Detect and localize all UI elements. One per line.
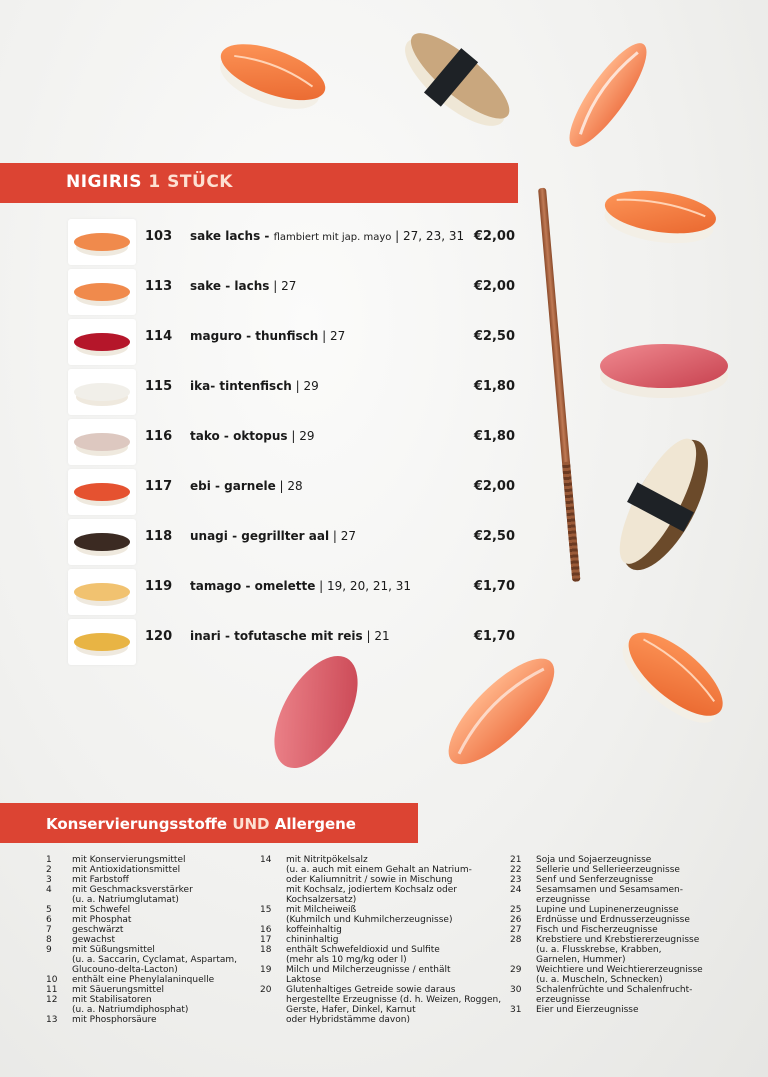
legend-entry xyxy=(46,895,256,905)
legend-key: 20 xyxy=(260,985,272,995)
legend-text: Gerste, Hafer, Dinkel, Karnut xyxy=(286,1005,416,1015)
legend-entry xyxy=(260,995,505,1005)
item-price: €2,00 xyxy=(473,479,515,494)
legend-entry xyxy=(260,945,505,955)
legend-text: gewachst xyxy=(72,935,115,945)
legend-text: Senf und Senferzeugnisse xyxy=(536,875,654,885)
legend-text: Sellerie und Sellerieerzeugnisse xyxy=(536,865,680,875)
legend-entry xyxy=(46,905,256,915)
item-note: flambiert mit jap. mayo xyxy=(273,232,392,243)
item-allergens: | 29 xyxy=(287,429,315,443)
legend-text: Krebstiere und Krebstiererzeugnisse xyxy=(536,935,700,945)
legend-entry xyxy=(260,955,505,965)
legend-key: 30 xyxy=(510,985,522,995)
legend-entry xyxy=(46,985,256,995)
legend-entry xyxy=(260,925,505,935)
legend-text: mit Phosphorsäure xyxy=(72,1015,157,1025)
legend-entry xyxy=(46,1005,256,1015)
menu-item xyxy=(0,569,520,619)
menu-item xyxy=(0,469,520,519)
legend-text: (u. a. Natriumdiphosphat) xyxy=(72,1005,189,1015)
legend-entry xyxy=(46,965,256,975)
item-name xyxy=(190,329,345,343)
sushi-thumbnail-image xyxy=(68,369,136,415)
legend-entry xyxy=(510,975,720,985)
sushi-thumbnail-image xyxy=(68,269,136,315)
legend-text: hergestellte Erzeugnisse (d. h. Weizen, Roggen, xyxy=(286,995,502,1005)
legend-column-2 xyxy=(260,855,505,1025)
legend-key: 1 xyxy=(46,855,52,865)
item-number: 117 xyxy=(145,479,173,494)
legend-entry xyxy=(46,855,256,865)
legend-key: 22 xyxy=(510,865,522,875)
legend-entry xyxy=(510,955,720,965)
legend-text: mit Stabilisatoren xyxy=(72,995,152,1005)
legend-text: Soja und Sojaerzeugnisse xyxy=(536,855,652,865)
section-title: NIGIRIS xyxy=(66,172,142,192)
legend-entry xyxy=(46,995,256,1005)
legend-text: mit Nitritpökelsalz xyxy=(286,855,368,865)
legend-entry xyxy=(46,975,256,985)
legend-text: chininhaltig xyxy=(286,935,339,945)
menu-item xyxy=(0,319,520,369)
legend-text: Sesamsamen und Sesamsamen- xyxy=(536,885,683,895)
legend-text: Kochsalzersatz) xyxy=(286,895,357,905)
legend-key: 23 xyxy=(510,875,522,885)
item-name xyxy=(190,529,356,543)
section-subtitle: 1 STÜCK xyxy=(148,172,233,192)
legend-key: 4 xyxy=(46,885,52,895)
item-title: inari - tofutasche mit reis xyxy=(190,629,363,643)
legend-text: Laktose xyxy=(286,975,322,985)
item-title: tako - oktopus xyxy=(190,429,288,443)
legend-entry xyxy=(46,885,256,895)
legend-text: Glutenhaltiges Getreide sowie daraus xyxy=(286,985,456,995)
legend-text: (u. a. Flusskrebse, Krabben, xyxy=(536,945,662,955)
legend-entry xyxy=(510,905,720,915)
item-price: €1,80 xyxy=(473,429,515,444)
item-title: maguro - thunfisch xyxy=(190,329,319,343)
legend-text: Erdnüsse und Erdnusserzeugnisse xyxy=(536,915,690,925)
legend-title-c: Allergene xyxy=(274,815,356,833)
legend-key: 16 xyxy=(260,925,272,935)
unagi-nigiri-image xyxy=(600,425,725,583)
salmon-nigiri-image xyxy=(601,184,719,249)
legend-key: 6 xyxy=(46,915,52,925)
item-name xyxy=(190,629,390,643)
legend-entry xyxy=(46,935,256,945)
legend-text: mit Antioxidationsmittel xyxy=(72,865,181,875)
legend-text: geschwärzt xyxy=(72,925,124,935)
legend-entry xyxy=(260,1015,505,1025)
item-allergens: | 27 xyxy=(269,279,297,293)
legend-text: mit Schwefel xyxy=(72,905,131,915)
menu-item xyxy=(0,619,520,669)
item-title: ebi - garnele xyxy=(190,479,276,493)
legend-text: Schalenfrüchte und Schalenfrucht- xyxy=(536,985,693,995)
item-title: ika- tintenfisch xyxy=(190,379,292,393)
legend-entry xyxy=(260,905,505,915)
legend-key: 31 xyxy=(510,1005,522,1015)
item-number: 113 xyxy=(145,279,173,294)
legend-entry xyxy=(510,895,720,905)
item-price: €2,50 xyxy=(473,329,515,344)
legend-entry xyxy=(260,895,505,905)
legend-key: 13 xyxy=(46,1015,58,1025)
legend-entry xyxy=(46,875,256,885)
sushi-thumbnail-image xyxy=(68,419,136,465)
legend-text: Garnelen, Hummer) xyxy=(536,955,626,965)
legend-text: mit Phosphat xyxy=(72,915,132,925)
item-number: 120 xyxy=(145,629,173,644)
legend-title-b: UND xyxy=(232,815,270,833)
legend-key: 18 xyxy=(260,945,272,955)
item-title: sake - lachs xyxy=(190,279,270,293)
legend-text: Glucouno-delta-Lacton) xyxy=(72,965,178,975)
legend-title-a: Konservierungsstoffe xyxy=(46,815,228,833)
legend-entry xyxy=(260,975,505,985)
legend-entry xyxy=(46,945,256,955)
legend-text: erzeugnisse xyxy=(536,995,591,1005)
legend-entry xyxy=(510,985,720,995)
legend-key: 3 xyxy=(46,875,52,885)
sushi-thumbnail-image xyxy=(68,319,136,365)
legend-entry xyxy=(260,915,505,925)
sushi-thumbnail-image xyxy=(68,619,136,665)
legend-column-1 xyxy=(46,855,256,1025)
legend-text: (u. a. Saccarin, Cyclamat, Aspartam, xyxy=(72,955,237,965)
legend-key: 14 xyxy=(260,855,272,865)
item-title: sake lachs - xyxy=(190,229,274,243)
item-name xyxy=(190,229,464,243)
item-name xyxy=(190,579,411,593)
legend-entry xyxy=(46,955,256,965)
legend-text: Eier und Eierzeugnisse xyxy=(536,1005,639,1015)
item-name xyxy=(190,479,303,493)
legend-key: 25 xyxy=(510,905,522,915)
legend-entry xyxy=(260,1005,505,1015)
legend-key: 27 xyxy=(510,925,522,935)
legend-text: mit Konservierungsmittel xyxy=(72,855,186,865)
menu-item xyxy=(0,369,520,419)
item-number: 103 xyxy=(145,229,173,244)
legend-text: mit Kochsalz, jodiertem Kochsalz oder xyxy=(286,885,457,895)
sushi-thumbnail-image xyxy=(68,219,136,265)
item-allergens: | 27, 23, 31 xyxy=(391,229,465,243)
legend-entry xyxy=(260,935,505,945)
legend-key: 17 xyxy=(260,935,272,945)
legend-text: mit Milcheiweiß xyxy=(286,905,357,915)
legend-key: 12 xyxy=(46,995,58,1005)
legend-text: Lupine und Lupinenerzeugnisse xyxy=(536,905,679,915)
legend-entry xyxy=(260,865,505,875)
legend-entry xyxy=(46,865,256,875)
legend-column-3 xyxy=(510,855,720,1015)
item-price: €2,00 xyxy=(473,279,515,294)
item-price: €2,00 xyxy=(473,229,515,244)
legend-entry xyxy=(510,855,720,865)
sushi-thumbnail-image xyxy=(68,469,136,515)
legend-entry xyxy=(510,965,720,975)
legend-text: oder Hybridstämme davon) xyxy=(286,1015,410,1025)
item-allergens: | 27 xyxy=(329,529,357,543)
legend-key: 29 xyxy=(510,965,522,975)
salmon-nigiri-image xyxy=(611,619,736,736)
unagi-nigiri-image xyxy=(390,19,522,143)
legend-key: 2 xyxy=(46,865,52,875)
legend-entry xyxy=(46,1015,256,1025)
item-title: unagi - gegrillter aal xyxy=(190,529,330,543)
legend-text: mit Süßungsmittel xyxy=(72,945,155,955)
legend-text: (u. a. auch mit einem Gehalt an Natrium- xyxy=(286,865,472,875)
legend-entry xyxy=(510,925,720,935)
item-name xyxy=(190,429,315,443)
item-allergens: | 19, 20, 21, 31 xyxy=(315,579,411,593)
legend-text: (u. a. Natriumglutamat) xyxy=(72,895,179,905)
salmon-nigiri-image xyxy=(210,33,332,121)
legend-entry xyxy=(260,965,505,975)
legend-entry xyxy=(510,885,720,895)
legend-text: Milch und Milcherzeugnisse / enthält xyxy=(286,965,451,975)
menu-item xyxy=(0,519,520,569)
legend-text: enthält Schwefeldioxid und Sulfite xyxy=(286,945,440,955)
legend-text: mit Farbstoff xyxy=(72,875,129,885)
tuna-nigiri-image xyxy=(600,344,728,398)
item-price: €2,50 xyxy=(473,529,515,544)
legend-key: 7 xyxy=(46,925,52,935)
item-number: 115 xyxy=(145,379,173,394)
item-number: 118 xyxy=(145,529,173,544)
legend-key: 5 xyxy=(46,905,52,915)
item-number: 119 xyxy=(145,579,173,594)
item-price: €1,70 xyxy=(473,629,515,644)
item-price: €1,70 xyxy=(473,579,515,594)
item-allergens: | 21 xyxy=(362,629,390,643)
legend-entry xyxy=(260,875,505,885)
legend-key: 15 xyxy=(260,905,272,915)
legend-entry xyxy=(510,1005,720,1015)
legend-entry xyxy=(260,855,505,865)
legend-entry xyxy=(260,985,505,995)
section-banner-nigiris xyxy=(0,163,518,203)
legend-text: erzeugnisse xyxy=(536,895,591,905)
legend-key: 8 xyxy=(46,935,52,945)
legend-key: 19 xyxy=(260,965,272,975)
legend-entry xyxy=(510,945,720,955)
item-allergens: | 27 xyxy=(318,329,346,343)
legend-text: mit Geschmacksverstärker xyxy=(72,885,193,895)
legend-key: 10 xyxy=(46,975,58,985)
sushi-thumbnail-image xyxy=(68,569,136,615)
sushi-thumbnail-image xyxy=(68,519,136,565)
item-number: 116 xyxy=(145,429,173,444)
legend-entry xyxy=(510,865,720,875)
legend-text: (mehr als 10 mg/kg oder l) xyxy=(286,955,407,965)
legend-text: enthält eine Phenylalaninquelle xyxy=(72,975,215,985)
legend-entry xyxy=(46,915,256,925)
legend-key: 21 xyxy=(510,855,522,865)
legend-text: oder Kaliumnitrit / sowie in Mischung xyxy=(286,875,453,885)
legend-text: (Kuhmilch und Kuhmilcherzeugnisse) xyxy=(286,915,453,925)
legend-key: 28 xyxy=(510,935,522,945)
legend-key: 11 xyxy=(46,985,58,995)
menu-item xyxy=(0,219,520,269)
legend-key: 26 xyxy=(510,915,522,925)
legend-text: Weichtiere und Weichtiererzeugnisse xyxy=(536,965,703,975)
menu-item xyxy=(0,269,520,319)
item-price: €1,80 xyxy=(473,379,515,394)
legend-text: mit Säuerungsmittel xyxy=(72,985,164,995)
legend-text: koffeinhaltig xyxy=(286,925,342,935)
legend-text: (u. a. Muscheln, Schnecken) xyxy=(536,975,663,985)
legend-key: 24 xyxy=(510,885,522,895)
legend-entry xyxy=(510,935,720,945)
legend-entry xyxy=(46,925,256,935)
item-allergens: | 29 xyxy=(291,379,319,393)
menu-item xyxy=(0,419,520,469)
shrimp-nigiri-image xyxy=(558,34,659,156)
legend-entry xyxy=(260,885,505,895)
legend-entry xyxy=(510,915,720,925)
item-name xyxy=(190,379,319,393)
item-title: tamago - omelette xyxy=(190,579,316,593)
section-banner-allergens xyxy=(0,803,418,843)
legend-entry xyxy=(510,875,720,885)
legend-entry xyxy=(510,995,720,1005)
item-number: 114 xyxy=(145,329,173,344)
legend-key: 9 xyxy=(46,945,52,955)
item-name xyxy=(190,279,296,293)
legend-text: Fisch und Fischerzeugnisse xyxy=(536,925,658,935)
item-allergens: | 28 xyxy=(275,479,303,493)
